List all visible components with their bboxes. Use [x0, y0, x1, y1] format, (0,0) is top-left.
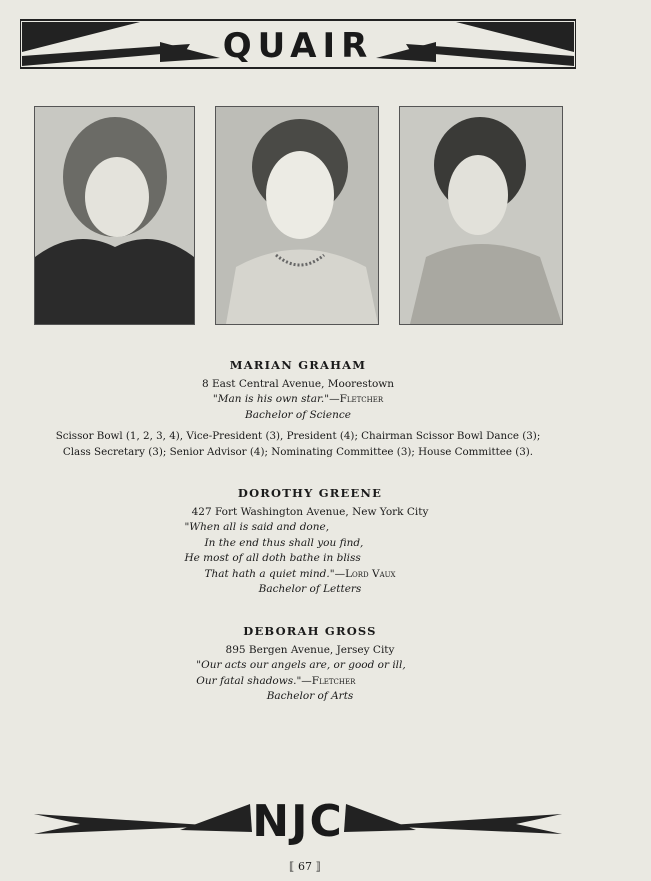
college-monogram: NJC: [252, 796, 344, 847]
student-name: DEBORAH GROSS: [243, 624, 377, 638]
entry-deborah-gross: [100, 624, 520, 705]
student-degree: Bachelor of Letters: [258, 583, 362, 595]
student-address: 895 Bergen Avenue, Jersey City: [225, 643, 395, 656]
bottom-banner: [20, 796, 576, 852]
page-number: ⟦ 67 ⟧: [289, 860, 321, 873]
student-name: MARIAN GRAHAM: [229, 358, 367, 372]
student-quote: "When all is said and done, In the end thus shall you find, He most of all doth bathe in bliss That hath a quiet mind."—Lord Vaux: [184, 521, 396, 580]
entry-dorothy-greene: [100, 486, 520, 598]
student-quote: "Man is his own star."—Fletcher: [212, 393, 384, 405]
student-quote: "Our acts our angels are, or good or ill, Our fatal shadows."—Fletcher: [196, 659, 406, 687]
portrait-photo-1: [34, 106, 195, 325]
portrait-photo-2: [215, 106, 379, 325]
masthead-title: QUAIR: [222, 26, 374, 66]
top-banner: [20, 18, 576, 70]
student-degree: Bachelor of Science: [245, 408, 351, 421]
student-activities: Scissor Bowl (1, 2, 3, 4), Vice-President (3), President (4); Chairman Scissor Bowl Dance (3); Class Secretary (3); Senior Advisor (4); Nominating Committee (3); House Committee (3).: [55, 430, 541, 458]
portrait-photo-3: [399, 106, 563, 325]
student-address: 8 East Central Avenue, Moorestown: [201, 377, 395, 390]
entry-marian-graham: [20, 358, 576, 460]
student-address: 427 Fort Washington Avenue, New York City: [191, 505, 429, 518]
student-degree: Bachelor of Arts: [266, 690, 354, 702]
student-name: DOROTHY GREENE: [237, 486, 383, 500]
